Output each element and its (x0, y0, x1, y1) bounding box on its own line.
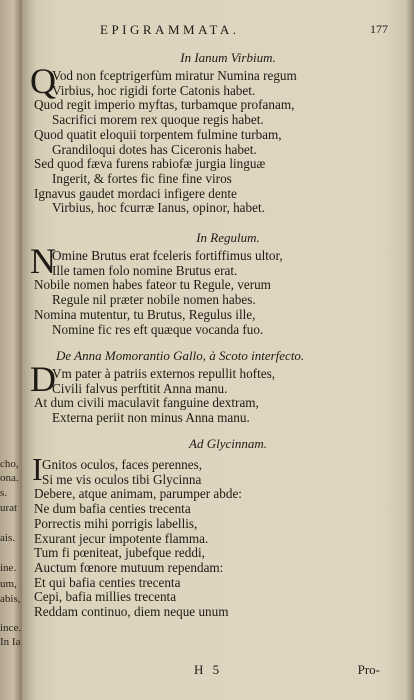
verse-line: Nomina mutentur, tu Brutus, Regulus ille, (34, 306, 256, 322)
verse-line: Ne dum bafia centies trecenta (34, 501, 191, 517)
drop-cap: I (32, 451, 43, 487)
verse-line: Civili falvus perftitit Anna manu. (52, 380, 228, 396)
verse-line: Gnitos oculos, faces perennes, (42, 457, 203, 472)
prev-fragment: um, (0, 578, 17, 590)
verse-line: Tum fi pœniteat, jubefque reddi, (34, 545, 205, 561)
poem-title: In Regulum. (196, 230, 260, 245)
drop-cap: N (30, 241, 56, 281)
page-number: 177 (370, 22, 388, 36)
poem-in-ianum-virbium (22, 50, 414, 216)
book-page (22, 0, 414, 700)
verse-line: Debere, atque animam, parumper abde: (34, 486, 242, 502)
prev-fragment: abis, (0, 593, 21, 605)
verse-line: Omine Brutus erat fceleris fortiffimus ultor, (52, 248, 283, 263)
verse-line: Vod non fceptrigerfùm miratur Numina regum (52, 68, 297, 83)
verse-line: Nobile nomen habes fateor tu Regule, verum (34, 277, 271, 293)
verse-line: Cepi, bafia millies trecenta (34, 589, 177, 605)
prev-fragment: In Ia (0, 636, 21, 648)
verse-line: Ingerit, & fortes fic fine fine viros (52, 170, 232, 186)
poem-title: In Ianum Virbium. (180, 50, 276, 65)
verse-line: Ille tamen folo nomine Brutus erat. (52, 262, 238, 278)
verse-line: Sed quod fæva furens rabiofæ jurgia linguæ (34, 156, 266, 172)
prev-fragment: ais. (0, 532, 15, 544)
verse-line: Virbius, hoc rigidi forte Catonis habet. (52, 82, 256, 98)
verse-line: Sacrifici morem rex quoque regis habet. (52, 112, 264, 128)
catchword: Pro- (357, 662, 380, 677)
running-title: EPIGRAMMATA. (100, 22, 240, 37)
prev-fragment: ona. (0, 472, 19, 484)
verse-line: Et qui bafia centies trecenta (34, 574, 181, 590)
verse-line: Quod quatit eloquii torpentem fulmine turbam, (34, 126, 282, 142)
verse-line: Porrectis mihi porrigis labellis, (34, 515, 198, 531)
verse-line: Grandiloqui dotes has Ciceronis habet. (52, 141, 257, 157)
prev-fragment: urat (0, 502, 18, 514)
verse-line: Reddam continuo, diem neque unum (34, 604, 229, 620)
verse-line: Si me vis oculos tibi Glycinna (42, 471, 202, 487)
verse-line: Externa periit non minus Anna manu. (52, 410, 250, 426)
signature-mark: H 5 (194, 662, 223, 677)
poem-de-anna-momorantio (22, 348, 414, 426)
verse-line: Quod regit imperio myftas, turbamque profanam, (34, 97, 295, 113)
verse-line: Regule nil præter nobile nomen habes. (52, 292, 256, 308)
drop-cap: D (30, 359, 56, 399)
poem-title: De Anna Momorantio Gallo, à Scoto interfecto. (56, 348, 305, 363)
verse-line: Vm pater à patriis externos repullit hoftes, (52, 366, 276, 381)
prev-fragment: ince. (0, 622, 22, 634)
verse-line: Virbius, hoc fcurræ Ianus, opinor, habet. (52, 200, 265, 216)
verse-line: Auctum fœnore mutuum rependam: (34, 559, 224, 575)
drop-cap: Q (30, 61, 56, 101)
poem-title: Ad Glycinnam. (189, 436, 267, 451)
poem-ad-glycinnam (22, 436, 414, 620)
verse-line: Exurant jecur impotente flamma. (34, 530, 209, 546)
poem-in-regulum (22, 230, 414, 337)
verse-line: At dum civili maculavit fanguine dextram, (34, 395, 259, 411)
prev-fragment: ine. (0, 562, 17, 574)
prev-fragment: s. (0, 487, 8, 499)
previous-page-margin (0, 0, 22, 700)
verse-line: Ignavus gaudet mordaci infigere dente (34, 185, 237, 201)
verse-line: Nomine fic res eft quæque vocanda fuo. (52, 321, 264, 337)
prev-fragment: cho, (0, 458, 19, 470)
